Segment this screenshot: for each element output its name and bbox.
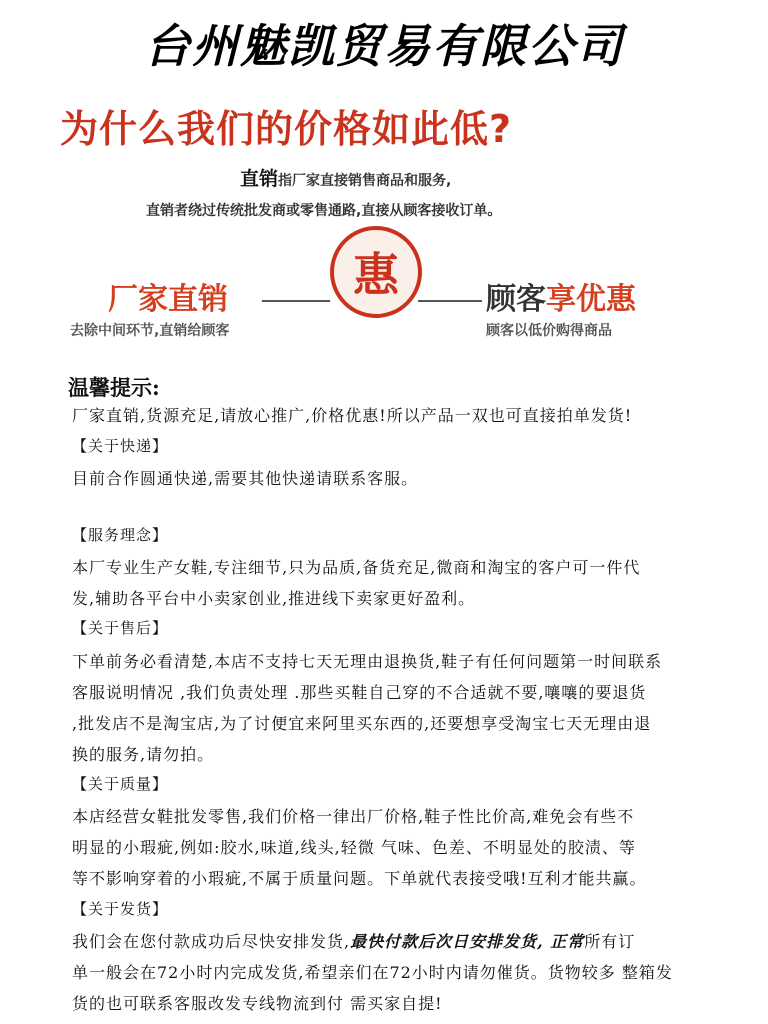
express-text: 目前合作圆通快递,需要其他快递请联系客服。 bbox=[72, 469, 419, 488]
quality-line2: 明显的小瑕疵,例如:胶水,味道,线头,轻微 气味、色差、不明显处的胶渍、等 bbox=[72, 838, 636, 857]
shipping-line1-a: 我们会在您付款成功后尽快安排发货, bbox=[72, 932, 351, 951]
customer-caption: 顾客以低价购得商品 bbox=[486, 323, 612, 339]
shipping-line1 bbox=[72, 929, 635, 952]
direct-sale-definition-line1 bbox=[240, 164, 451, 191]
customer-perk-text: 享优惠 bbox=[546, 282, 636, 317]
shipping-line1-c: 所有订 bbox=[584, 932, 636, 951]
tips-intro: 厂家直销,货源充足,请放心推广,价格优惠!所以产品一双也可直接拍单发货! bbox=[72, 406, 633, 425]
after-sale-line3: ,批发店不是淘宝店,为了讨便宜来阿里买东西的,还要想享受淘宝七天无理由退 bbox=[72, 714, 652, 733]
after-sale-line1: 下单前务必看清楚,本店不支持七天无理由退换货,鞋子有任何问题第一时间联系 bbox=[72, 652, 663, 671]
shipping-line1-emphasis: 最快付款后次日安排发货, 正常 bbox=[350, 932, 585, 951]
shipping-header: 【关于发货】 bbox=[72, 900, 169, 918]
customer-title bbox=[486, 274, 636, 318]
tips-title: 温馨提示: bbox=[68, 375, 160, 400]
after-sale-header: 【关于售后】 bbox=[72, 619, 169, 637]
factory-caption: 去除中间环节,直销给顾客 bbox=[70, 323, 230, 339]
quality-header: 【关于质量】 bbox=[72, 775, 169, 793]
company-name: 台州魅凯贸易有限公司 bbox=[144, 19, 624, 73]
quality-line1: 本店经营女鞋批发零售,我们价格一律出厂价格,鞋子性比价高,难免会有些不 bbox=[72, 807, 635, 826]
discount-seal-char: 惠 bbox=[353, 248, 399, 302]
discount-seal bbox=[330, 226, 422, 318]
connector-right bbox=[418, 300, 482, 302]
direct-sale-def1-text: 指厂家直接销售商品和服务, bbox=[278, 173, 452, 189]
service-line1: 本厂专业生产女鞋,专注细节,只为品质,备货充足,微商和淘宝的客户可一件代 bbox=[72, 558, 641, 577]
after-sale-line2: 客服说明情况 ,我们负责处理 .那些买鞋自己穿的不合适就不要,嚷嚷的要退货 bbox=[72, 683, 647, 702]
factory-direct-title: 厂家直销 bbox=[108, 282, 228, 317]
quality-line3: 等不影响穿着的小瑕疵,不属于质量问题。下单就代表接受哦!互利才能共赢。 bbox=[72, 869, 647, 888]
express-header: 【关于快递】 bbox=[72, 437, 169, 455]
after-sale-line4: 换的服务,请勿拍。 bbox=[72, 745, 215, 764]
headline: 为什么我们的价格如此低? bbox=[60, 107, 513, 151]
customer-title-text: 顾客 bbox=[486, 282, 546, 317]
direct-sale-definition-line2: 直销者绕过传统批发商或零售通路,直接从顾客接收订单。 bbox=[146, 203, 502, 219]
shipping-line2: 单一般会在72小时内完成发货,希望亲们在72小时内请勿催货。货物较多 整箱发 bbox=[72, 963, 673, 982]
service-header: 【服务理念】 bbox=[72, 526, 169, 544]
connector-left bbox=[262, 300, 330, 302]
service-line2: 发,辅助各平台中小卖家创业,推进线下卖家更好盈利。 bbox=[72, 589, 476, 608]
shipping-line3: 货的也可联系客服改发专线物流到付 需买家自提! bbox=[72, 994, 443, 1013]
direct-sale-lead: 直销 bbox=[240, 168, 279, 190]
